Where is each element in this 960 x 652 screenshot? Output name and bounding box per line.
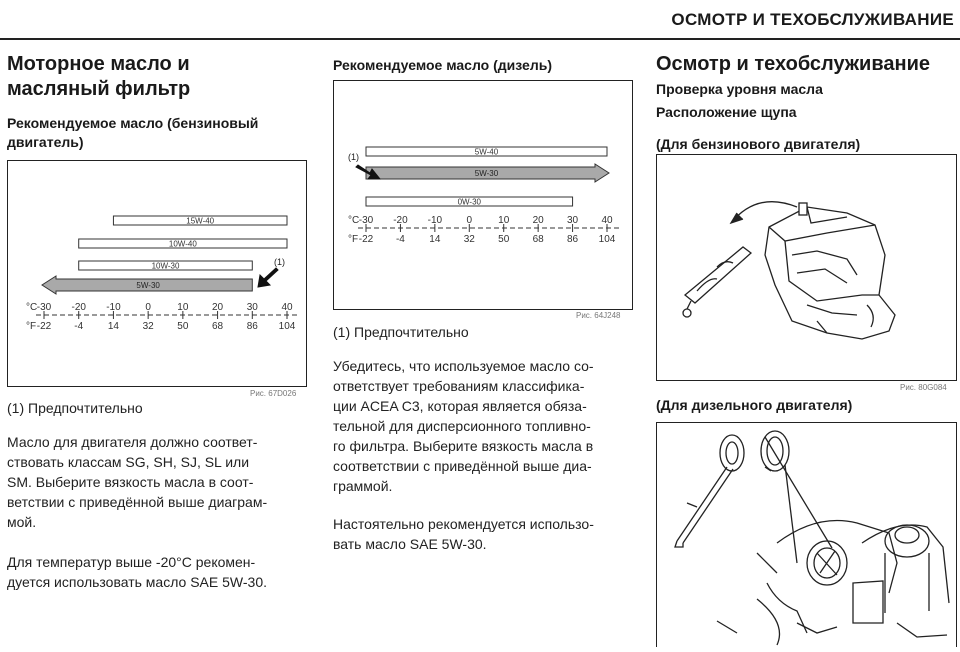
tick-label-celsius: -10 xyxy=(106,302,121,313)
petrol-subtitle-line1: Рекомендуемое масло (бензиновый xyxy=(7,115,259,131)
tick-label-fahrenheit: 32 xyxy=(142,321,154,332)
tick-label-fahrenheit: 86 xyxy=(567,234,579,245)
diesel-engine-illustration xyxy=(657,423,956,647)
tick-label-fahrenheit: 14 xyxy=(107,321,119,332)
tick-label-fahrenheit: -4 xyxy=(395,234,405,245)
col2-body xyxy=(333,322,635,554)
tick-label-celsius: -20 xyxy=(71,302,86,313)
diesel-para1-line2: ответствует требованиям классифика- xyxy=(333,378,585,394)
viscosity-bar-label: 5W-30 xyxy=(136,281,160,290)
petrol-engine-figure-label: Рис. 80G084 xyxy=(900,383,947,392)
tick-label-celsius: 40 xyxy=(281,302,293,313)
petrol-para2-line2: дуется использовать масло SAE 5W-30. xyxy=(7,574,267,590)
tick-label-celsius: -20 xyxy=(393,215,408,226)
diesel-engine-heading: (Для дизельного двигателя) xyxy=(656,397,853,413)
diesel-subtitle: Рекомендуемое масло (дизель) xyxy=(333,57,552,73)
petrol-para2-line1: Для температур выше -20°C рекомен- xyxy=(7,554,256,570)
viscosity-bar-label: 5W-40 xyxy=(474,147,499,157)
tick-label-fahrenheit: 14 xyxy=(429,234,441,245)
inspection-title: Осмотр и техобслуживание xyxy=(656,53,930,75)
tick-label-celsius: 0 xyxy=(466,215,473,226)
inspection-sub2: Расположение щупа xyxy=(656,104,797,120)
column-diesel-oil xyxy=(333,56,635,75)
tick-label-celsius: 10 xyxy=(498,215,510,226)
tick-label-fahrenheit: 68 xyxy=(532,234,544,245)
tick-label-fahrenheit: 68 xyxy=(212,321,224,332)
tick-label-fahrenheit: -4 xyxy=(74,321,84,332)
diesel-figure-label: Рис. 64J248 xyxy=(576,311,621,320)
diesel-dipstick-figure xyxy=(656,422,957,647)
viscosity-bar-label: 5W-30 xyxy=(474,169,499,178)
section-title-line1: Моторное масло и xyxy=(7,53,190,75)
unit-celsius: °C xyxy=(348,215,360,226)
viscosity-bar-label: 0W-30 xyxy=(457,197,481,207)
diesel-para1-line5: го фильтра. Выберите вязкость масла в xyxy=(333,438,594,454)
tick-label-celsius: -30 xyxy=(358,215,374,226)
tick-label-fahrenheit: 104 xyxy=(278,321,296,332)
tick-label-celsius: -30 xyxy=(36,302,52,313)
petrol-para1-line4: ветствии с приведённой выше диаграм- xyxy=(7,494,268,510)
petrol-dipstick-figure xyxy=(656,154,957,381)
unit-fahrenheit: °F xyxy=(348,234,359,245)
tick-label-fahrenheit: 50 xyxy=(498,234,510,245)
column-inspection xyxy=(656,52,956,154)
tick-label-celsius: 30 xyxy=(567,215,579,226)
diesel-para1-line6: соответствии с приведённой выше диа- xyxy=(333,458,592,474)
header-rule xyxy=(0,38,960,40)
viscosity-bar-label: 10W-30 xyxy=(151,261,180,271)
diesel-para1-line3: ции ACEA C3, которая является обяза- xyxy=(333,398,587,414)
tick-label-fahrenheit: -22 xyxy=(358,234,374,245)
col1-body xyxy=(7,398,312,592)
diesel-para2-line2: вать масло SAE 5W-30. xyxy=(333,536,487,552)
tick-label-fahrenheit: 32 xyxy=(463,234,475,245)
tick-label-fahrenheit: -22 xyxy=(36,321,52,332)
diesel-chart-svg xyxy=(334,81,632,309)
diesel-preferred-note: (1) Предпочтительно xyxy=(333,324,469,340)
preferred-marker: (1) xyxy=(274,257,285,267)
tick-label-celsius: 0 xyxy=(145,302,151,313)
tick-label-celsius: -10 xyxy=(427,215,443,226)
petrol-para1-line2: ствовать классам SG, SH, SJ, SL или xyxy=(7,454,250,470)
diesel-para1-line7: граммой. xyxy=(333,478,393,494)
tick-label-fahrenheit: 50 xyxy=(177,321,189,332)
petrol-engine-heading: (Для бензинового двигателя) xyxy=(656,136,861,152)
petrol-viscosity-chart xyxy=(7,160,307,387)
inspection-sub1: Проверка уровня масла xyxy=(656,81,823,97)
petrol-engine-illustration xyxy=(657,155,956,380)
tick-label-celsius: 40 xyxy=(601,215,613,226)
preferred-marker: (1) xyxy=(348,152,359,162)
section-title-line2: масляный фильтр xyxy=(7,78,191,100)
tick-label-celsius: 20 xyxy=(532,215,544,226)
diesel-para1-line1: Убедитесь, что используемое масло со- xyxy=(333,358,594,374)
petrol-para1-line1: Масло для двигателя должно соответ- xyxy=(7,434,258,450)
unit-fahrenheit: °F xyxy=(26,321,37,332)
tick-label-celsius: 10 xyxy=(177,302,189,313)
viscosity-bar-label: 10W-40 xyxy=(168,239,197,249)
petrol-preferred-note: (1) Предпочтительно xyxy=(7,400,143,416)
preferred-marker-arrow xyxy=(258,268,278,287)
column-petrol-oil xyxy=(7,52,312,152)
petrol-chart-svg xyxy=(8,161,306,386)
unit-celsius: °C xyxy=(26,302,38,313)
petrol-para1-line3: SM. Выберите вязкость масла в соот- xyxy=(7,474,254,490)
tick-label-fahrenheit: 104 xyxy=(598,234,616,245)
tick-label-fahrenheit: 86 xyxy=(246,321,258,332)
petrol-para1-line5: мой. xyxy=(7,514,37,530)
diesel-para2-line1: Настоятельно рекомендуется использо- xyxy=(333,516,594,532)
viscosity-bar-label: 15W-40 xyxy=(186,216,215,226)
diesel-para1-line4: тельной для дисперсионного топливно- xyxy=(333,418,591,434)
petrol-subtitle-line2: двигатель) xyxy=(7,134,84,150)
page-header-title: ОСМОТР И ТЕХОБСЛУЖИВАНИЕ xyxy=(671,10,954,29)
petrol-figure-label: Рис. 67D026 xyxy=(250,389,297,398)
tick-label-celsius: 30 xyxy=(246,302,258,313)
tick-label-celsius: 20 xyxy=(212,302,224,313)
diesel-viscosity-chart xyxy=(333,80,633,310)
